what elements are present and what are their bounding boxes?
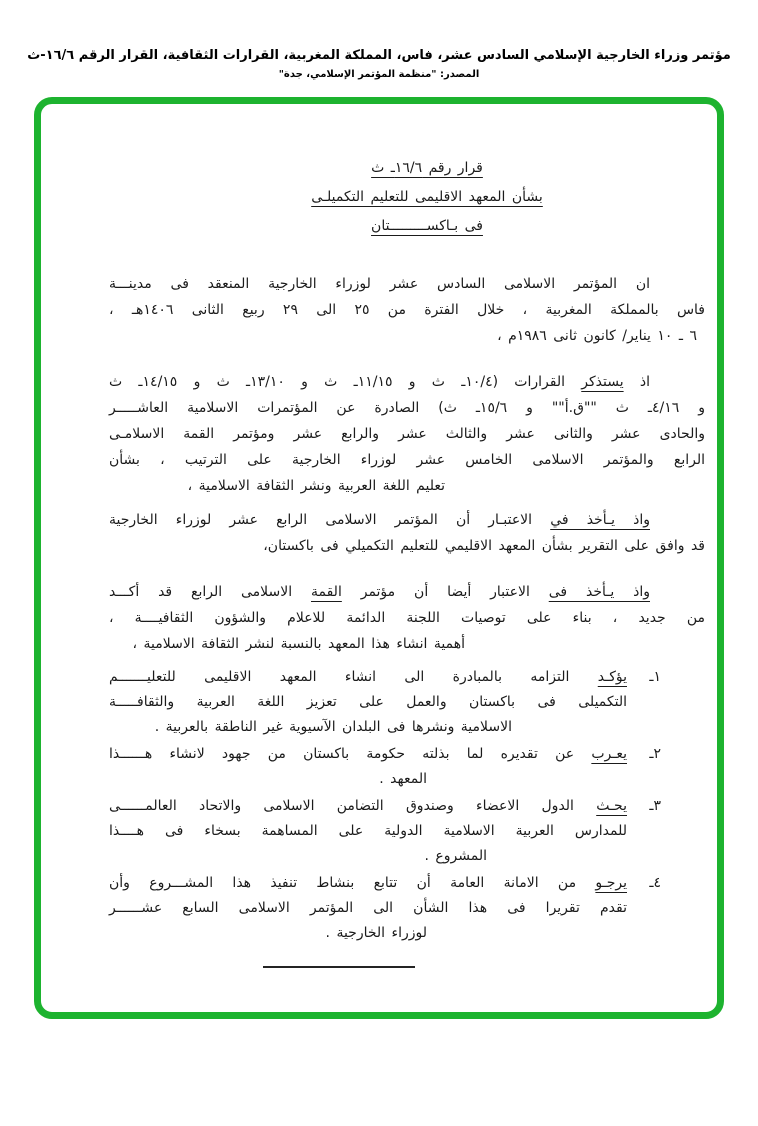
resolution-title-line	[129, 212, 725, 241]
source-line: المصدر: "منظمة المؤتمر الإسلامي، جدة"	[278, 69, 480, 80]
item-text	[109, 665, 627, 740]
text-segment: ان المؤتمر الاسلامى السادس عشر لوزراء الخارجية المنعقد فى مدينـــة	[109, 276, 650, 292]
text-line	[109, 794, 627, 819]
item-text	[109, 871, 627, 946]
text-segment: الدول الاعضاء وصندوق التضامن الاسلامى والاتحاد العالمــــــى	[109, 798, 597, 814]
item-number: ٣ـ	[649, 798, 661, 814]
text-segment: و ٤/١٦ـ ث ""ق.أ"" و ١٥/٦ـ ث) الصادرة عن المؤتمرات الاسلامية العاشـــــر	[109, 400, 705, 416]
text-segment: القرارات (١٠/٤ـ ث و ١١/١٥ـ ث و ١٣/١٠ـ ث و ١٤/١٥ـ ث	[109, 374, 582, 390]
item-number: ١ـ	[649, 669, 661, 685]
text-segment: المشروع .	[424, 848, 487, 864]
text-line	[109, 395, 705, 421]
text-line	[109, 605, 705, 631]
underlined-text: يؤكـد	[597, 669, 627, 685]
text-segment: الاعتبار أيضا أن مؤتمر	[341, 584, 549, 600]
operative-item	[109, 794, 705, 869]
text-line	[109, 507, 705, 533]
text-line	[109, 767, 627, 792]
resolution-title-line	[129, 183, 725, 212]
text-segment: تعليم اللغة العربية ونشر الثقافة الاسلامية ،	[187, 478, 445, 494]
text-line	[109, 473, 705, 499]
text-line	[109, 871, 627, 896]
text-line	[109, 844, 627, 869]
underlined-text: القمة	[311, 584, 342, 600]
text-segment: المعهد .	[379, 771, 427, 787]
resolution-operative-items	[109, 665, 705, 946]
underlined-text: قرار رقم ١٦/٦ـ ث	[371, 160, 483, 176]
text-segment: للمدارس العربية الاسلامية الدولية على المساهمة بسخاء فى هــــذا	[109, 823, 627, 839]
text-segment: تقدم تقريرا فى هذا الشأن الى المؤتمر الاسلامى السابع عشــــــر	[109, 900, 627, 916]
underlined-text: يستذكر	[581, 374, 624, 390]
underlined-text: واذ يـأخذ في	[550, 512, 650, 528]
text-line	[109, 715, 627, 740]
preamble-paragraph	[109, 271, 705, 349]
text-line	[109, 665, 627, 690]
text-segment: الاسلامية ونشرها فى البلدان الآسيوية غير الناطقة بالعربية .	[154, 719, 512, 735]
text-segment: فاس بالمملكة المغربية ، خلال الفترة من ٢٥ الى ٢٩ ربيع الثانى ١٤٠٦هـ ،	[109, 302, 705, 318]
text-line	[109, 297, 705, 323]
preamble-paragraph	[109, 507, 705, 559]
end-rule	[263, 966, 415, 968]
text-segment: عن تقديره لما بذلته حكومة باكستان من جهود لانشاء هــــــذا	[109, 746, 592, 762]
text-line	[109, 690, 627, 715]
text-line	[109, 369, 705, 395]
text-line	[109, 819, 627, 844]
underlined-text: يعـرب	[591, 746, 627, 762]
item-number: ٤ـ	[649, 875, 661, 891]
operative-item	[109, 871, 705, 946]
text-line	[109, 631, 705, 657]
resolution-title	[129, 154, 725, 241]
text-segment: الاعتبـار أن المؤتمر الاسلامى الرابع عشر لوزراء الخارجية	[109, 512, 551, 528]
underlined-text: بشأن المعهد الاقليمى للتعليم التكميلـى	[311, 189, 543, 205]
preamble-paragraph	[109, 579, 705, 657]
underlined-text: واذ يـأخذ فى	[548, 584, 650, 600]
text-line	[109, 447, 705, 473]
text-segment: من جديد ، بناء على توصيات اللجنة الدائمة للاعلام والشؤون الثقافيــــة ،	[109, 610, 705, 626]
text-segment: اذ	[623, 374, 650, 390]
scanned-document	[41, 104, 717, 968]
text-line	[109, 579, 705, 605]
text-line	[109, 271, 705, 297]
text-segment: أهمية انشاء هذا المعهد بالنسبة لنشر الثقافة الاسلامية ،	[132, 636, 465, 652]
text-line	[109, 533, 705, 559]
text-segment: الاسلامى الرابع قد أكـــد	[109, 584, 311, 600]
underlined-text: فى بـاكســـــــــتان	[371, 218, 483, 234]
preamble-paragraph	[109, 369, 705, 499]
resolution-preamble	[109, 271, 705, 657]
item-text	[109, 794, 627, 869]
resolution-title-line	[129, 154, 725, 183]
underlined-text: يحـث	[596, 798, 627, 814]
text-line	[109, 421, 705, 447]
text-segment: لوزراء الخارجية .	[325, 925, 427, 941]
text-segment: الرابع والمؤتمر الاسلامى الخامس عشر لوزراء الخارجية على الترتيب ، بشأن	[109, 452, 705, 468]
item-text	[109, 742, 627, 792]
text-segment: من الامانة العامة أن تتابع بنشاط تنفيذ هذا المشـــروع وأن	[109, 875, 596, 891]
text-segment: قد وافق على التقرير بشأن المعهد الاقليمي للتعليم التكميلي فى باكستان،	[263, 538, 705, 554]
text-line	[109, 742, 627, 767]
page-header-line: مؤتمر وزراء الخارجية الإسلامي السادس عشر، فاس، المملكة المغربية، القرارات الثقافية، القرار الرقم ١٦/٦-ث	[27, 48, 731, 63]
green-border-frame	[34, 97, 724, 1019]
text-segment: التزامه بالمبادرة الى انشاء المعهد الاقليمى للتعليـــــــم	[109, 669, 598, 685]
text-segment: والحادى عشر والثانى عشر والثالث عشر والرابع عشر ومؤتمر القمة الاسلامـى	[109, 426, 705, 442]
text-segment: ٦ ـ ١٠ يناير/ كانون ثانى ١٩٨٦م ،	[497, 328, 697, 344]
item-number: ٢ـ	[649, 746, 661, 762]
page	[0, 48, 758, 1126]
text-line	[109, 896, 627, 921]
text-line	[109, 921, 627, 946]
text-line	[109, 323, 705, 349]
operative-item	[109, 742, 705, 792]
underlined-text: يرجـو	[595, 875, 627, 891]
text-segment: التكميلى فى باكستان والعمل على تعزيز اللغة العربية والثقافـــــة	[109, 694, 627, 710]
operative-item	[109, 665, 705, 740]
